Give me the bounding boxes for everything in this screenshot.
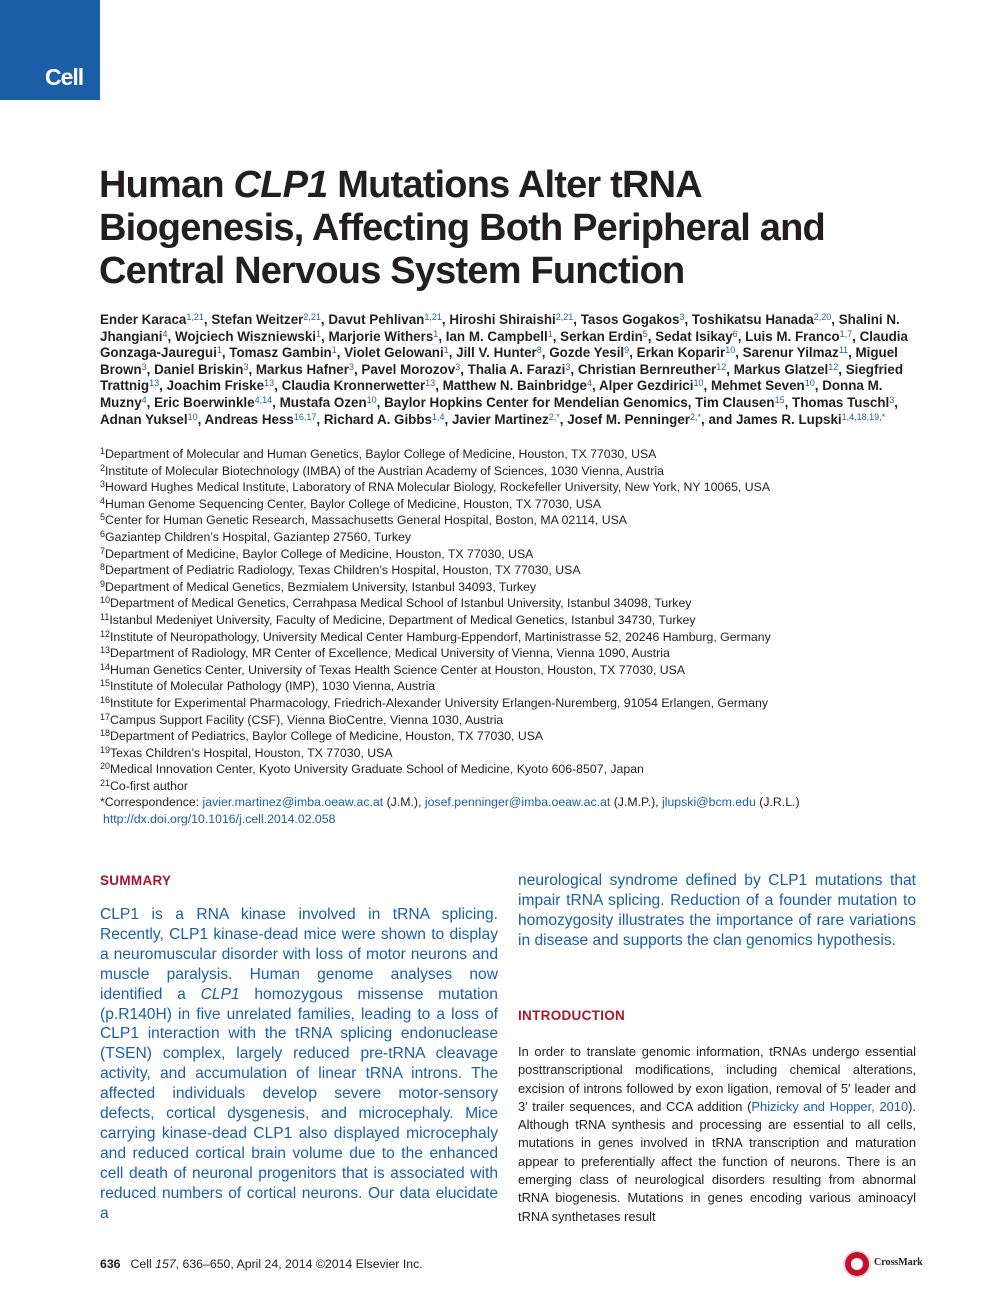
summary-heading: SUMMARY <box>100 873 172 888</box>
author <box>154 395 272 410</box>
affiliation-text: Institute of Molecular Pathology (IMP), 1030 Vienna, Austria <box>110 679 436 694</box>
affiliation-number: 1 <box>100 446 106 456</box>
affiliation-number: 2 <box>100 462 106 473</box>
affiliation-text: Department of Radiology, MR Center of Excellence, Medical University of Vienna, Vienna 1090, Austria <box>110 646 670 661</box>
author-affiliation-marker: 1 <box>216 345 222 356</box>
affiliation-number: 14 <box>100 661 111 672</box>
author-name: Erkan Koparir <box>636 345 726 361</box>
title-part2: Mutations Alter tRNA Biogenesis, Affecting Both Peripheral and Central Nervous System Function <box>99 164 825 292</box>
author-affiliation-marker: 1 <box>331 345 337 356</box>
author-name: Sarenur Yilmaz <box>742 345 839 361</box>
summary-gene: CLP1 <box>200 985 240 1003</box>
author-name: Jill V. Hunter <box>456 345 537 361</box>
author <box>175 329 321 344</box>
affiliation-text: Department of Molecular and Human Genetics, Baylor College of Medicine, Houston, TX 77030, USA <box>105 447 657 461</box>
author <box>282 378 436 393</box>
affiliation <box>100 695 920 712</box>
author-affiliation-marker: 13 <box>149 378 160 389</box>
author-affiliation-marker: 3 <box>455 361 461 372</box>
author-affiliation-marker: 6 <box>732 328 738 339</box>
author-affiliation-marker: 2,* <box>548 411 560 422</box>
affiliation <box>100 712 920 729</box>
affiliation-number: 19 <box>100 744 111 755</box>
author <box>456 345 542 360</box>
author-affiliation-marker: 1,21 <box>424 312 442 322</box>
affiliation-text: Department of Pediatrics, Baylor College of Medicine, Houston, TX 77030, USA <box>110 729 544 744</box>
affiliation-text: Institute of Neuropathology, University Medical Center Hamburg-Eppendorf, Martinistrasse 52, 20246 Hamburg, Germany <box>110 629 771 644</box>
author <box>443 378 592 393</box>
author-affiliation-marker: 10 <box>693 378 704 389</box>
author <box>655 329 737 344</box>
author-affiliation-marker: 3 <box>565 361 571 372</box>
affiliation-number: 12 <box>100 628 111 639</box>
author-affiliation-marker: 10 <box>804 378 815 389</box>
affiliation-number: 17 <box>100 711 111 722</box>
author <box>792 395 894 410</box>
affiliation-number: 9 <box>100 578 106 589</box>
page-number: 636 <box>100 1257 121 1271</box>
affiliation-text: Gaziantep Children’s Hospital, Gaziantep 27560, Turkey <box>105 529 412 544</box>
affiliation-text: Howard Hughes Medical Institute, Laboratory of RNA Molecular Biology, Rockefeller University, New York, NY 10065, USA <box>105 480 771 495</box>
author-name: Luis M. Franco <box>745 328 840 344</box>
email-link-penninger[interactable]: josef.penninger@imba.oeaw.ac.at <box>424 795 611 810</box>
affiliation-number: 13 <box>100 645 111 656</box>
affiliation-text: Medical Innovation Center, Kyoto University Graduate School of Medicine, Kyoto 606-8507, Japan <box>110 762 644 777</box>
author-affiliation-marker: 10 <box>366 394 377 405</box>
author-affiliation-marker: 15 <box>774 394 785 405</box>
author-name: Ender Karaca <box>100 312 187 327</box>
introduction-text <box>518 1043 916 1226</box>
author-name: Thomas Tuschl <box>792 394 890 410</box>
logo-text: Cell <box>45 64 84 90</box>
author-name: Miguel Brown <box>100 345 898 377</box>
author <box>205 412 317 427</box>
author-name: Claudia Kronnerwetter <box>281 378 426 394</box>
affiliation <box>100 678 920 695</box>
author-name: Eric Boerwinkle <box>154 394 255 410</box>
author-affiliation-marker: 3 <box>889 394 895 405</box>
affiliation-number: 8 <box>100 562 106 573</box>
author-name: Claudia Gonzaga-Jauregui <box>100 328 908 361</box>
affiliation-number: 3 <box>100 479 106 490</box>
author <box>578 362 726 377</box>
affiliation-number: 5 <box>100 512 106 523</box>
author-affiliation-marker: 2,21 <box>303 312 321 322</box>
summary-text-continued: neurological syndrome defined by CLP1 mutations that impair tRNA splicing. Reduction of a founder mutation to homozygosity illustrates the importance of rare variations in disease and supports the clan genomics hypothesis. <box>518 872 916 949</box>
author-affiliation-marker: 3 <box>679 312 685 322</box>
title-part1: Human <box>99 164 234 206</box>
author-affiliation-marker: 12 <box>716 361 727 372</box>
footer-volume: 157 <box>155 1257 176 1271</box>
author-affiliation-marker: 2,21 <box>555 312 574 322</box>
author-name: Mustafa Ozen <box>279 394 367 410</box>
author <box>734 362 839 377</box>
footer-journal: Cell <box>130 1257 156 1271</box>
intro-part1: In order to translate genomic information, tRNAs undergo essential posttranscriptional modifications, including chemical alterations, excision of introns followed by exon ligation, removal of 5′ leader and 3′ trailer sequences, and CCA addition ( <box>518 1044 916 1114</box>
author-name: Tasos Gogakos <box>580 312 680 327</box>
author-name: Sedat Isikay <box>655 328 733 344</box>
affiliation-text: Istanbul Medeniyet University, Faculty of Medicine, Department of Medical Genetics, Istanbul 34730, Turkey <box>109 612 696 627</box>
crossmark-label: CrossMark <box>874 1257 923 1268</box>
title-gene: CLP1 <box>233 164 328 206</box>
affiliation-text: Department of Pediatric Radiology, Texas Children’s Hospital, Houston, TX 77030, USA <box>105 563 581 578</box>
author-affiliation-marker: 4 <box>162 328 168 339</box>
author-affiliation-marker: 3 <box>348 361 354 372</box>
author <box>211 312 321 327</box>
crossmark-badge[interactable] <box>843 1250 928 1278</box>
author-affiliation-marker: 2,* <box>689 411 701 422</box>
affiliation-text: Institute of Molecular Biotechnology (IMBA) of the Austrian Academy of Sciences, 1030 Vienna, Austria <box>105 463 664 478</box>
author-name: Wojciech Wiszniewski <box>174 328 317 344</box>
affiliation-text: Department of Medical Genetics, Cerrahpasa Medical School of Istanbul University, Istanbul 34098, Turkey <box>110 596 692 611</box>
affiliation <box>100 529 920 546</box>
correspondence-label: *Correspondence: <box>100 795 203 810</box>
affiliation <box>100 479 920 496</box>
author-name: Adnan Yuksel <box>100 411 188 427</box>
author <box>229 345 336 360</box>
author-name: Richard A. Gibbs <box>323 411 432 427</box>
affiliation-text: Human Genetics Center, University of Texas Health Science Center at Houston, Houston, TX 77030, USA <box>110 662 686 677</box>
affiliation <box>100 546 920 563</box>
author-name: Davut Pehlivan <box>328 312 425 327</box>
affiliations <box>100 446 920 828</box>
author <box>167 378 275 393</box>
author-list: Ender Karaca$^{1,21}$, Stefan Weitzer$^{2,21}$, Davut Pehlivan$^{1,21}$, Hiroshi Shiraishi$^{2,21}$, Tasos Gogakos$^3$, Toshikatsu Hanada$^{2,20}$, Shalini N. Jhangiani$^4$, Wojciech Wiszniewski$^1$, Marjorie Withers$^1$, Ian M. Campbell$^1$, Serkan Erdin$^5$, Sedat Isikay$^6$, Luis M. Franco$^{1,7}$, Claudia Gonzaga-Jauregui$^1$, Tomasz Gambin$^1$, Violet Gelowani$^1$, Jill V. Hunter$^8$, Gozde Yesil$^9$, Erkan Koparir$^{10}$, Sarenur Yilmaz$^{11}$, Miguel Brown$^3$, Daniel Briskin$^3$, Markus Hafner$^3$, Pavel Morozov$^3$, Thalia A. Farazi$^3$, Christian Bernreuther$^{12}$, Markus Glatzel$^{12}$, Siegfried Trattnig$^{13}$, Joachim Friske$^{13}$, Claudia Kronnerwetter$^{13}$, Matthew N. Bainbridge$^4$, Alper Gezdirici$^{10}$, Mehmet Seven$^{10}$, Donna M. Muzny$^4$, Eric Boerwinkle$^{4,14}$, Mustafa Ozen$^{10}$, Baylor Hopkins Center for Mendelian Genomics, Tim Clausen$^{15}$, Thomas Tuschl$^3$, Adnan Yuksel$^{10}$, Andreas Hess$^{16,17}$, Richard A. Gibbs$^{1,4}$, Javier Martinez$^{2,*}$, Josef M. Penninger$^{2,*}$, and James R. Lupski$^{1,4,18,19,*}$ <box>100 312 908 427</box>
author <box>100 312 204 327</box>
author-name: Markus Glatzel <box>733 361 829 377</box>
summary-part2: homozygous missense mutation (p.R140H) in five unrelated families, leading to a loss of CLP1 interaction with the tRNA splicing endonuclease (TSEN) complex, largely reduced pre-tRNA cleavage activity, and accumulation of linear tRNA introns. The affected individuals develop severe motor-sensory defects, cortical dysgenesis, and microcephaly. Mice carrying kinase-dead CLP1 also displayed microcephaly and reduced cortical brain volume due to the enhanced cell death of neuronal progenitors that is associated with reduced numbers of cortical neurons. Our data elucidate a <box>100 985 498 1222</box>
author <box>384 395 688 410</box>
author-affiliation-marker: 1 <box>443 345 449 356</box>
affiliation-text: Department of Medical Genetics, Bezmialem University, Istanbul 34093, Turkey <box>105 579 537 594</box>
author-name: Baylor Hopkins Center for Mendelian Genomics <box>384 394 688 410</box>
affiliation-text: Department of Medicine, Baylor College of Medicine, Houston, TX 77030, USA <box>105 546 534 561</box>
author <box>549 345 629 360</box>
page-footer <box>100 1257 423 1271</box>
affiliation <box>100 562 920 579</box>
affiliation-text: Center for Human Genetic Research, Massachusetts General Hospital, Boston, MA 02114, USA <box>105 513 627 528</box>
affiliation <box>100 612 920 629</box>
author-name: Ian M. Campbell <box>445 328 548 344</box>
author <box>452 412 560 427</box>
author-affiliation-marker: 1,21 <box>186 312 204 322</box>
author-name: Donna M. Muzny <box>100 378 883 410</box>
affiliation-number: 15 <box>100 678 111 689</box>
author <box>328 329 438 344</box>
doi-line <box>100 811 920 828</box>
author-affiliation-marker: 1 <box>547 328 553 339</box>
author <box>154 362 248 377</box>
author-affiliation-marker: 1,4 <box>432 411 445 422</box>
article-title <box>99 164 899 293</box>
affiliation-number: 20 <box>100 761 111 772</box>
author-name: Serkan Erdin <box>560 328 643 344</box>
author <box>468 362 571 377</box>
intro-part2: ). Although tRNA synthesis and processing are essential to all cells, mutations in genes involved in tRNA transcription and maturation appear to preferentially affect the function of neurons. There is an emerging class of neurological disorders resulting from abnormal tRNA biogenesis. Mutations in genes encoding various aminoacyl tRNA synthetases result <box>518 1098 917 1224</box>
footer-citation: , 636–650, April 24, 2014 ©2014 Elsevier Inc. <box>175 1257 423 1271</box>
affiliation <box>100 761 920 778</box>
author-name: Pavel Morozov <box>361 361 456 377</box>
author-affiliation-marker: 2,20 <box>813 312 832 322</box>
affiliation <box>100 595 920 612</box>
author-affiliation-marker: 8 <box>536 345 542 356</box>
affiliation-number: 11 <box>100 611 110 622</box>
author <box>449 312 573 327</box>
author <box>695 395 784 410</box>
author <box>280 395 377 410</box>
affiliation-number: 21 <box>100 777 111 788</box>
author <box>567 412 701 427</box>
cell-journal-logo <box>0 0 100 100</box>
affiliation <box>100 512 920 529</box>
author-name: Daniel Briskin <box>154 361 244 377</box>
affiliation-text: Campus Support Facility (CSF), Vienna BioCentre, Vienna 1030, Austria <box>110 712 504 727</box>
affiliation <box>100 778 920 795</box>
author <box>100 412 198 427</box>
affiliation <box>100 662 920 679</box>
author <box>745 329 852 344</box>
author <box>736 412 885 427</box>
affiliation <box>100 728 920 745</box>
doi-link[interactable]: http://dx.doi.org/10.1016/j.cell.2014.02.058 <box>103 812 336 827</box>
affiliation <box>100 496 920 513</box>
author <box>328 312 442 327</box>
affiliation <box>100 463 920 480</box>
author-name: Tomasz Gambin <box>229 345 332 361</box>
summary-part1: CLP1 is a RNA kinase involved in tRNA splicing. Recently, CLP1 kinase-dead mice were shown to display a neuromuscular disorder with loss of motor neurons and muscle paralysis. Human genome analyses now identified a <box>100 906 498 1003</box>
author <box>560 329 648 344</box>
author <box>344 345 448 360</box>
author-affiliation-marker: 3 <box>243 361 249 372</box>
email-link-lupski[interactable]: jlupski@bcm.edu <box>662 795 756 810</box>
author-name: Violet Gelowani <box>344 345 444 361</box>
affiliation-number: 6 <box>100 528 106 539</box>
affiliation <box>100 579 920 596</box>
author-name: Thalia A. Farazi <box>467 361 566 377</box>
author <box>743 345 848 360</box>
affiliation-number: 18 <box>100 728 111 739</box>
author-affiliation-marker: 11 <box>838 345 849 356</box>
affiliation <box>100 745 920 762</box>
author-name: Markus Hafner <box>255 361 349 377</box>
affiliation-text: Co-first author <box>110 778 188 793</box>
author <box>599 378 704 393</box>
author-affiliation-marker: 5 <box>642 328 648 339</box>
author-affiliation-marker: 10 <box>187 411 198 422</box>
author <box>361 362 460 377</box>
author-name: Joachim Friske <box>166 378 265 394</box>
author <box>692 312 831 327</box>
correspondence <box>100 794 920 811</box>
correspondence-initials-2: (J.M.P.), <box>610 795 662 810</box>
author-name: Toshikatsu Hanada <box>691 312 814 327</box>
author-affiliation-marker: 4 <box>586 378 592 389</box>
affiliation-number: 10 <box>100 595 111 606</box>
correspondence-initials-1: (J.M.), <box>383 795 425 810</box>
introduction-heading: INTRODUCTION <box>518 1008 626 1023</box>
author-name: Matthew N. Bainbridge <box>442 378 587 394</box>
author-name: Javier Martinez <box>451 411 549 427</box>
citation-link[interactable]: Phizicky and Hopper, 2010 <box>751 1098 909 1114</box>
author <box>256 362 354 377</box>
email-link-martinez[interactable]: javier.martinez@imba.oeaw.ac.at <box>202 795 384 810</box>
author-affiliation-marker: 3 <box>141 361 147 372</box>
author-affiliation-marker: 9 <box>624 345 630 356</box>
affiliation <box>100 645 920 662</box>
author-affiliation-marker: 12 <box>828 361 839 372</box>
author-affiliation-marker: 1 <box>316 328 322 339</box>
author-affiliation-marker: 1 <box>433 328 439 339</box>
author-affiliation-marker: 13 <box>425 378 436 389</box>
author-name: Marjorie Withers <box>328 328 434 344</box>
affiliation-number: 16 <box>100 694 111 705</box>
author <box>324 412 445 427</box>
author-name: Andreas Hess <box>204 411 294 427</box>
affiliation-list <box>100 446 920 794</box>
author-name: Tim Clausen <box>695 394 775 410</box>
author-name: James R. Lupski <box>735 411 842 427</box>
author-name: Christian Bernreuther <box>577 361 717 377</box>
author-name: Gozde Yesil <box>549 345 625 361</box>
affiliation-number: 7 <box>100 545 106 556</box>
author-name: Hiroshi Shiraishi <box>449 312 556 327</box>
author <box>581 312 685 327</box>
author-name: Josef M. Penninger <box>567 411 690 427</box>
author-affiliation-marker: 4,14 <box>254 394 273 405</box>
author-affiliation-marker: 1,7 <box>839 328 853 339</box>
author <box>637 345 736 360</box>
author-name: Mehmet Seven <box>710 378 805 394</box>
affiliation-number: 4 <box>100 495 106 506</box>
author-affiliation-marker: 10 <box>725 345 736 356</box>
correspondence-initials-3: (J.R.L.) <box>755 795 800 810</box>
affiliation <box>100 629 920 646</box>
author-affiliation-marker: 1,4,18,19,* <box>841 411 886 422</box>
affiliation-text: Institute for Experimental Pharmacology, Friedrich-Alexander University Erlangen-Nuremberg, 91054 Erlangen, Germany <box>110 695 768 710</box>
affiliation <box>100 446 920 463</box>
crossmark-icon <box>843 1250 871 1278</box>
author <box>446 329 553 344</box>
summary-text <box>100 905 498 1224</box>
author-name: Stefan Weitzer <box>211 312 304 327</box>
author-affiliation-marker: 16,17 <box>293 411 317 422</box>
author <box>711 378 815 393</box>
affiliation-text: Texas Children’s Hospital, Houston, TX 77030, USA <box>110 745 393 760</box>
author-affiliation-marker: 13 <box>264 378 275 389</box>
author-name: Shalini N. Jhangiani <box>100 312 900 344</box>
author-name: Siegfried Trattnig <box>100 361 903 394</box>
author-name: Alper Gezdirici <box>598 378 694 394</box>
author-affiliation-marker: 4 <box>141 394 147 405</box>
affiliation-text: Human Genome Sequencing Center, Baylor College of Medicine, Houston, TX 77030, USA <box>105 496 602 511</box>
